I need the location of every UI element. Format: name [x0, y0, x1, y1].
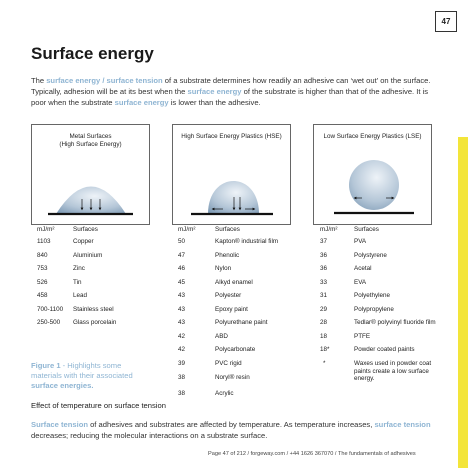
page-number: 47	[435, 11, 457, 32]
intro-paragraph: The surface energy / surface tension of a substrate determines how readily an adhesive can ‘wet out’ on the surface. Typically, adhesion will be at its best when the surface energy of the substrate is higher than that of the adhesive. It is poor when the substrate surface energy is lower than the adhesive.	[31, 76, 431, 107]
lse-panel-title: Low Surface Energy Plastics (LSE)	[323, 133, 422, 140]
hse-plastics-diagram	[172, 124, 291, 225]
yellow-edge-bar	[458, 137, 468, 468]
page-footer: Page 47 of 212 / forgeway.com / +44 1626 367070 / The fundamentals of adhesives	[208, 451, 416, 457]
effect-heading: Effect of temperature on surface tension	[31, 401, 166, 410]
hse-panel-title: High Surface Energy Plastics (HSE)	[181, 133, 282, 140]
metal-droplet-illustration	[32, 125, 149, 224]
page-title: Surface energy	[31, 44, 154, 63]
effect-paragraph: Surface tension of adhesives and substrates are affected by temperature. As temperature increases, surface tension decreases; reducing the molecular interactions on a substrate surface.	[31, 420, 431, 440]
lse-plastics-diagram	[313, 124, 432, 225]
hse-droplet-illustration	[173, 125, 290, 224]
metal-surfaces-diagram	[31, 124, 150, 225]
lse-droplet-illustration	[314, 125, 431, 224]
figure-caption: Figure 1 - Highlights some materials with their associated surface energies.	[31, 361, 133, 390]
metal-panel-title: Metal Surfaces (High Surface Energy)	[59, 133, 122, 148]
